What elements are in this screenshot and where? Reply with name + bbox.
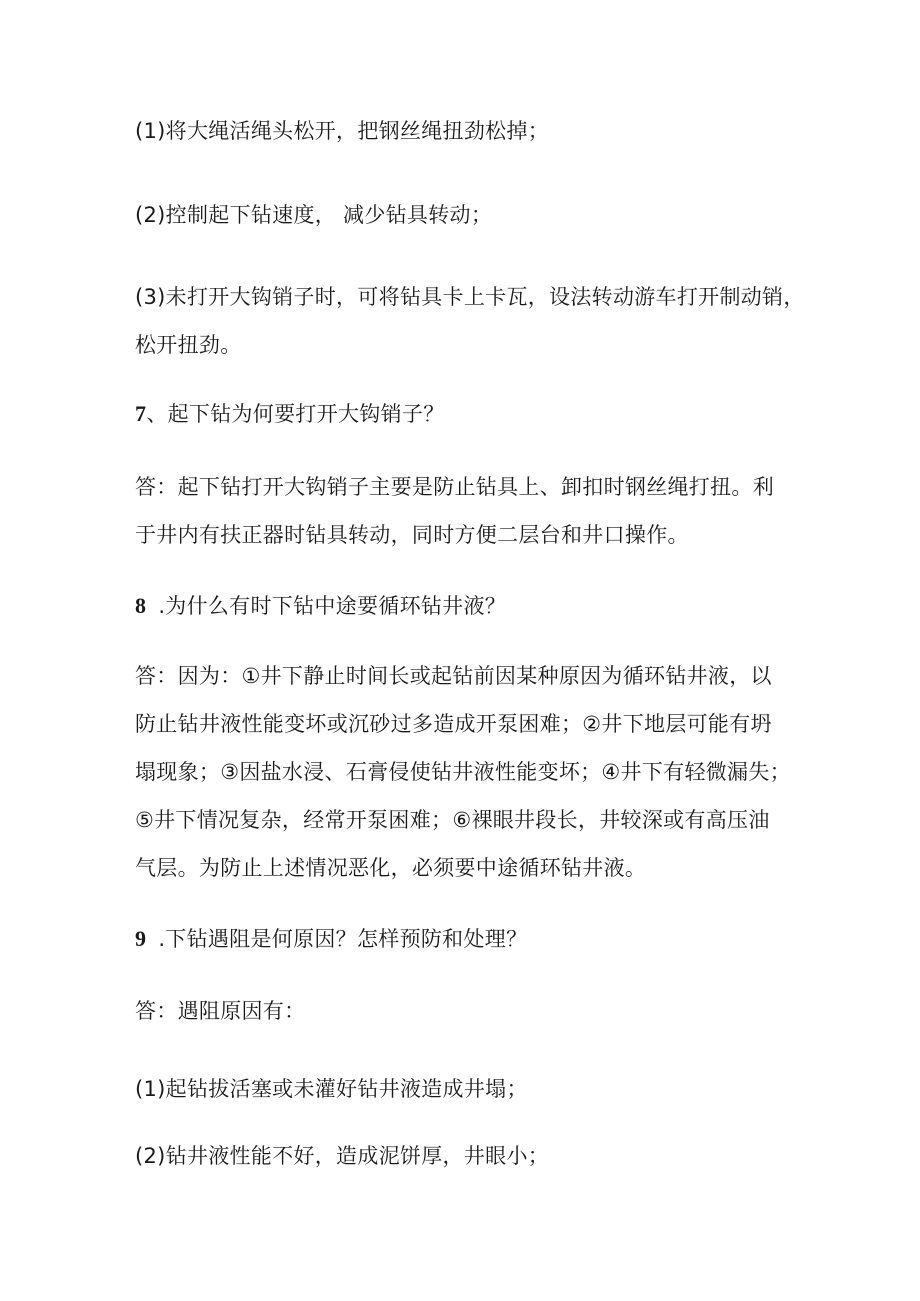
question-9-heading [135,925,527,953]
answer-9-intro: 答：遇阻原因有： [135,999,306,1023]
answer-7-paragraph-continued: 于井内有扶正器时钻具转动，同时方便二层台和井口操作。 [135,523,689,547]
question-7-heading [135,400,445,428]
list-item-3-step-continued: 松开扭劲。 [135,333,242,357]
list-item-2-step: (2)控制起下钻速度， 减少钻具转动； [135,203,493,227]
answer-8-paragraph-line-4: ⑤井下情况复杂，经常开泵困难；⑥裸眼井段长，井较深或有高压油 [135,808,770,832]
question-7-text: 、起下钻为何要打开大钩销子？ [146,402,445,426]
question-9-number: 9 [135,926,147,951]
answer-9-item-2: (2)钻井液性能不好，造成泥饼厚，井眼小； [135,1144,550,1168]
answer-8-paragraph-line-1: 答：因为：①井下静止时间长或起钻前因某种原因为循环钻井液，以 [135,664,772,688]
list-item-3-step: (3)未打开大钩销子时，可将钻具卡上卡瓦，设法转动游车打开制动销， [135,285,805,309]
answer-8-paragraph-line-3: 塌现象；③因盐水浸、石膏侵使钻井液性能变坏；④井下有轻微漏失； [135,760,791,784]
question-7-number: 7 [135,401,147,426]
answer-9-item-1: (1)起钻拔活塞或未灌好钻井液造成井塌； [135,1077,528,1101]
question-8-number: 8 [135,593,147,618]
question-9-text: .下钻遇阻是何原因？怎样预防和处理？ [158,927,528,951]
answer-7-paragraph: 答：起下钻打开大钩销子主要是防止钻具上、卸扣时钢丝绳打扭。利 [135,475,774,499]
answer-8-paragraph-line-2: 防止钻井液性能变坏或沉砂过多造成开泵困难；②井下地层可能有坍 [135,712,772,736]
answer-8-paragraph-line-5: 气层。为防止上述情况恶化，必须要中途循环钻井液。 [135,856,647,880]
list-item-1-step: (1)将大绳活绳头松开，把钢丝绳扭劲松掉； [135,119,550,143]
question-8-text: .为什么有时下钻中途要循环钻井液？ [158,594,507,618]
question-8-heading [135,592,506,620]
